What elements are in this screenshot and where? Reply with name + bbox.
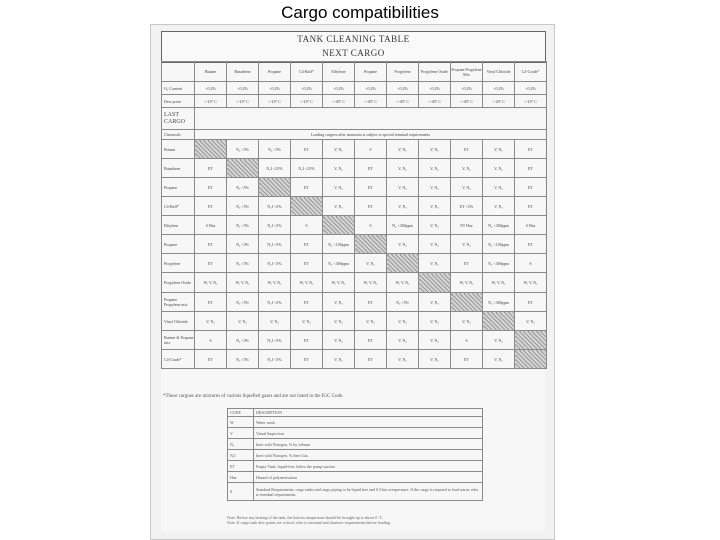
cleaning-cell: S Haz [515,216,547,235]
info-cell: <0.2% [227,82,259,95]
cargo-row [162,159,547,178]
column-header: Propylene [387,62,419,82]
cargo-row-label: Butene & Propane mix [162,331,195,350]
column-header: Butane [195,62,227,82]
code-legend-row [228,483,483,501]
cleaning-cell: ET [195,159,227,178]
info-cell: <-40° C [451,95,483,108]
same-cargo-cell [451,293,483,312]
table-footnote: *These cargoes are mixtures of various liquefied gases and are not listed in the IGC Code. [163,394,344,399]
code-value: N₂I [228,450,254,461]
code-value: W [228,417,254,428]
code-description: Standard Requirements: cargo tanks and cargo piping to be liquid free and 0.3 bar overpressure. If the cargo is required to load warm, refer to terminal requirements. [254,483,483,501]
info-cell: <0.2% [419,82,451,95]
cargo-row [162,350,547,369]
cleaning-cell: V, N₂ [419,159,451,178]
next-cargo-label: NEXT CARGO [322,48,385,58]
cleaning-cell: N₂ <5% [227,293,259,312]
same-cargo-cell [387,254,419,273]
cargo-row [162,331,547,350]
column-header: Vinyl Chloride [483,62,515,82]
code-legend-row [228,472,483,483]
cleaning-cell: W, V, N₂ [259,273,291,293]
column-header: Propylene Oxide [419,62,451,82]
cleaning-cell: V, N₂ [483,159,515,178]
section-text: Loading cargoes after ammonia is subject to special terminal requirements [195,130,547,140]
cleaning-cell: ET [195,254,227,273]
cleaning-cell: N₂ <5% [227,140,259,159]
cleaning-cell: ET [515,235,547,254]
column-header: Butadiene [227,62,259,82]
cleaning-cell: V, N₂ [195,312,227,331]
scanned-document [150,24,555,540]
last-cargo-row [162,108,547,130]
cleaning-cell: N₂I <5% [259,235,291,254]
info-cell: <0.2% [195,82,227,95]
cleaning-cell: V, N₂ [323,178,355,197]
cleaning-cell: ET [291,178,323,197]
cleaning-cell: V, N₂ [419,178,451,197]
cleaning-cell: V, N₂ [483,178,515,197]
cleaning-cell: V, N₂ [483,197,515,216]
cleaning-cell: N₂ <5% [227,235,259,254]
cleaning-cell: V, N₂ [419,140,451,159]
same-cargo-cell [515,350,547,369]
code-value: V [228,428,254,439]
code-description: Visual Inspection [254,428,483,439]
cleaning-cell: N₂ <300ppm [483,216,515,235]
cargo-row-label: Propane [162,178,195,197]
cleaning-cell: N₂ <5% [387,293,419,312]
cargo-row [162,254,547,273]
cleaning-cell: N₂ <5% [227,216,259,235]
cleaning-cell: N₂I <5% [259,254,291,273]
last-cargo-label: LAST CARGO [162,108,195,130]
cleaning-cell: V, N₂ [387,331,419,350]
cleaning-cell: W, V, N₂ [323,273,355,293]
cleaning-cell: S Haz [195,216,227,235]
cleaning-cell: V, N₂ [323,140,355,159]
cleaning-cell: W, V, N₂ [515,273,547,293]
cleaning-cell: N₂ <5% [227,254,259,273]
header-corner [162,62,195,82]
cleaning-cell: V, N₂ [387,159,419,178]
info-cell: <-10° C [195,95,227,108]
cleaning-cell: V, N₂ [387,178,419,197]
same-cargo-cell [483,312,515,331]
code-description: Inert with Nitrogen, % Inert Gas [254,450,483,461]
cargo-row-label: Ethylene [162,216,195,235]
cargo-row-label: C4-Crude* [162,350,195,369]
cleaning-cell: W, V, N₂ [195,273,227,293]
cleaning-cell: S [451,331,483,350]
cleaning-cell: W, V, N₂ [355,273,387,293]
same-cargo-cell [323,216,355,235]
cargo-row [162,273,547,293]
code-description: Inert with Nitrogen, % by volume [254,439,483,450]
cleaning-cell: N₂ <5% [227,331,259,350]
section-label: Chemicals [162,130,195,140]
cargo-row-label: Propylene Oxide [162,273,195,293]
info-cell: <-10° C [259,95,291,108]
cargo-row-label: Butadiene [162,159,195,178]
cleaning-cell: V, N₂ [323,293,355,312]
cleaning-cell: ET [355,178,387,197]
cleaning-cell: N₂I <5% [259,350,291,369]
cleaning-cell: N₂I <25% [259,159,291,178]
table-title: TANK CLEANING TABLE [297,34,410,44]
next-cargo-header-row [162,62,547,82]
code-value: Haz [228,472,254,483]
cleaning-cell: W, V, N₂ [451,273,483,293]
cleaning-cell: N₂ <100ppm [323,235,355,254]
cleaning-cell: ET [451,254,483,273]
info-cell: <-10° C [291,95,323,108]
same-cargo-cell [355,235,387,254]
cargo-row-label: Vinyl Chloride [162,312,195,331]
info-row-label: O₂ Content [162,82,195,95]
cargo-row [162,293,547,312]
notes-block [227,515,527,525]
cargo-row-label: C4-Raff* [162,197,195,216]
cleaning-cell: N₂ <300ppm [483,254,515,273]
code-description: Hazard of polymerisation [254,472,483,483]
cleaning-cell: N₂ <5% [227,350,259,369]
code-legend-header [228,409,483,417]
cleaning-cell: S [515,254,547,273]
cleaning-cell: ET [291,350,323,369]
cleaning-cell: V, N₂ [451,235,483,254]
info-row-label: Dew point [162,95,195,108]
cleaning-cell: S [291,216,323,235]
cleaning-cell: ET [515,293,547,312]
cleaning-cell: V, N₂ [323,159,355,178]
note-line: Note: Before any heating of the tank, the bottom temperature should be brought up to above 0 °C. [227,515,384,520]
cleaning-cell: ET [195,178,227,197]
cleaning-cell: V, N₂ [323,331,355,350]
cleaning-cell: ET [195,293,227,312]
cleaning-cell: ET [291,254,323,273]
cleaning-cell: ET Haz [451,216,483,235]
cleaning-cell: V, N₂ [291,312,323,331]
cleaning-cell: V, N₂ [419,216,451,235]
cleaning-cell: ET [355,197,387,216]
cleaning-cell: ET [195,235,227,254]
info-cell: <0.2% [451,82,483,95]
cleaning-cell: V, N₂ [419,254,451,273]
info-cell: <0.2% [515,82,547,95]
cleaning-cell: N₂ <300ppm [483,293,515,312]
cleaning-cell: ET [355,159,387,178]
same-cargo-cell [227,159,259,178]
code-legend-row [228,450,483,461]
cargo-row-label: Propylene [162,254,195,273]
cleaning-cell: N₂I <5% [259,216,291,235]
cleaning-cell: N₂ <100ppm [483,235,515,254]
description-header: DESCRIPTION [254,409,483,417]
cleaning-cell: ET [515,197,547,216]
code-legend-row [228,461,483,472]
cleaning-cell: V, N₂ [419,350,451,369]
column-header: C4-Crude* [515,62,547,82]
cleaning-cell: V, N₂ [483,350,515,369]
info-cell: <-10° C [515,95,547,108]
same-cargo-cell [259,178,291,197]
cargo-row [162,235,547,254]
cleaning-cell: N₂ <5% [227,178,259,197]
cleaning-cell: ET [291,331,323,350]
cargo-row [162,140,547,159]
cleaning-cell: V, N₂ [387,235,419,254]
cleaning-cell: S [195,331,227,350]
code-header: CODE [228,409,254,417]
code-legend-table [227,408,483,501]
column-header: Propane [355,62,387,82]
cleaning-cell: ET [515,140,547,159]
same-cargo-cell [419,273,451,293]
cleaning-cell: V, N₂ [419,331,451,350]
compatibility-table [161,61,547,369]
info-cell: <0.2% [387,82,419,95]
cleaning-cell: V, N₂ [387,312,419,331]
cleaning-cell: N₂ <5% [259,140,291,159]
cleaning-cell: ET [291,140,323,159]
cleaning-cell: ET [291,235,323,254]
cleaning-cell: N₂I <5% [259,331,291,350]
cleaning-cell: N₂I <5% [259,293,291,312]
cleaning-cell: ET [451,350,483,369]
column-header: Propane Propylene Mix [451,62,483,82]
cleaning-cell: S [355,216,387,235]
cargo-row-label: Propane [162,235,195,254]
code-description: Water wash [254,417,483,428]
cleaning-cell: ET [515,178,547,197]
cleaning-cell: V, N₂ [323,350,355,369]
cleaning-cell: N₂I <25% [291,159,323,178]
cleaning-cell: V, N₂ [323,197,355,216]
same-cargo-cell [291,197,323,216]
info-cell: <-40° C [323,95,355,108]
info-cell: <0.2% [483,82,515,95]
cleaning-cell: ET [291,293,323,312]
section-row [162,130,547,140]
info-cell: <0.2% [323,82,355,95]
note-line: Note: If cargo tank dew points are critical, refer to terminal and charterer requirements before loading. [227,520,391,525]
same-cargo-cell [195,140,227,159]
cleaning-cell: S [355,140,387,159]
cleaning-cell: N₂ <5% [227,197,259,216]
cleaning-cell: N₂ <300ppm [323,254,355,273]
code-legend-row [228,439,483,450]
cargo-row [162,178,547,197]
code-legend-row [228,417,483,428]
cleaning-cell: V, N₂ [419,312,451,331]
info-cell: <-10° C [227,95,259,108]
cleaning-cell: ET [515,159,547,178]
info-cell: <-20° C [483,95,515,108]
cleaning-cell: V, N₂ [451,312,483,331]
cleaning-cell: ET [355,350,387,369]
cleaning-cell: V, N₂ [451,159,483,178]
cleaning-cell: N₂ <300ppm [387,216,419,235]
cargo-row-label: Propane Propylene mix [162,293,195,312]
info-cell: <-40° C [419,95,451,108]
code-legend-row [228,428,483,439]
info-cell: <0.2% [355,82,387,95]
cleaning-cell: V, N₂ [419,197,451,216]
cleaning-cell: V, N₂ [227,312,259,331]
info-cell: <-40° C [355,95,387,108]
code-value: ET [228,461,254,472]
cleaning-cell: V, N₂ [451,178,483,197]
cleaning-cell: V, N₂ [387,197,419,216]
cleaning-cell: V, N₂ [419,293,451,312]
code-description: Empty Tank, liquid-free, below the pump suction [254,461,483,472]
info-row [162,95,547,108]
cleaning-cell: V, N₂ [387,350,419,369]
cleaning-cell: W, V, N₂ [483,273,515,293]
column-header: Propane [259,62,291,82]
cleaning-cell: V, N₂ [323,312,355,331]
cleaning-cell: V, N₂ [419,235,451,254]
column-header: Ethylene [323,62,355,82]
cleaning-cell: ET [355,331,387,350]
slide-title: Cargo compatibilities [281,3,439,22]
cleaning-cell: ET [451,140,483,159]
cargo-row [162,197,547,216]
cleaning-cell: W, V, N₂ [227,273,259,293]
cleaning-cell: ET <5% [451,197,483,216]
cargo-row-label: Butane [162,140,195,159]
cleaning-cell: ET [195,197,227,216]
tank-cleaning-sheet [161,31,545,531]
cleaning-cell: V, N₂ [483,140,515,159]
cleaning-cell: V, N₂ [355,254,387,273]
cargo-row [162,216,547,235]
cleaning-cell: V, N₂ [483,331,515,350]
column-header: C4-Raff* [291,62,323,82]
cleaning-cell: V, N₂ [515,312,547,331]
cleaning-cell: ET [195,350,227,369]
same-cargo-cell [515,331,547,350]
cargo-row [162,312,547,331]
cleaning-cell: W, V, N₂ [387,273,419,293]
info-cell: <0.2% [291,82,323,95]
info-row [162,82,547,95]
cleaning-cell: V, N₂ [355,312,387,331]
code-value: N₂ [228,439,254,450]
cleaning-cell: V, N₂ [259,312,291,331]
code-value: S [228,483,254,501]
cleaning-cell: N₂I <5% [259,197,291,216]
cleaning-cell: ET [355,293,387,312]
info-cell: <0.2% [259,82,291,95]
last-cargo-spacer [195,108,547,130]
cleaning-cell: V, N₂ [387,140,419,159]
cleaning-cell: W, V, N₂ [291,273,323,293]
table-title-box [161,31,546,63]
info-cell: <-40° C [387,95,419,108]
